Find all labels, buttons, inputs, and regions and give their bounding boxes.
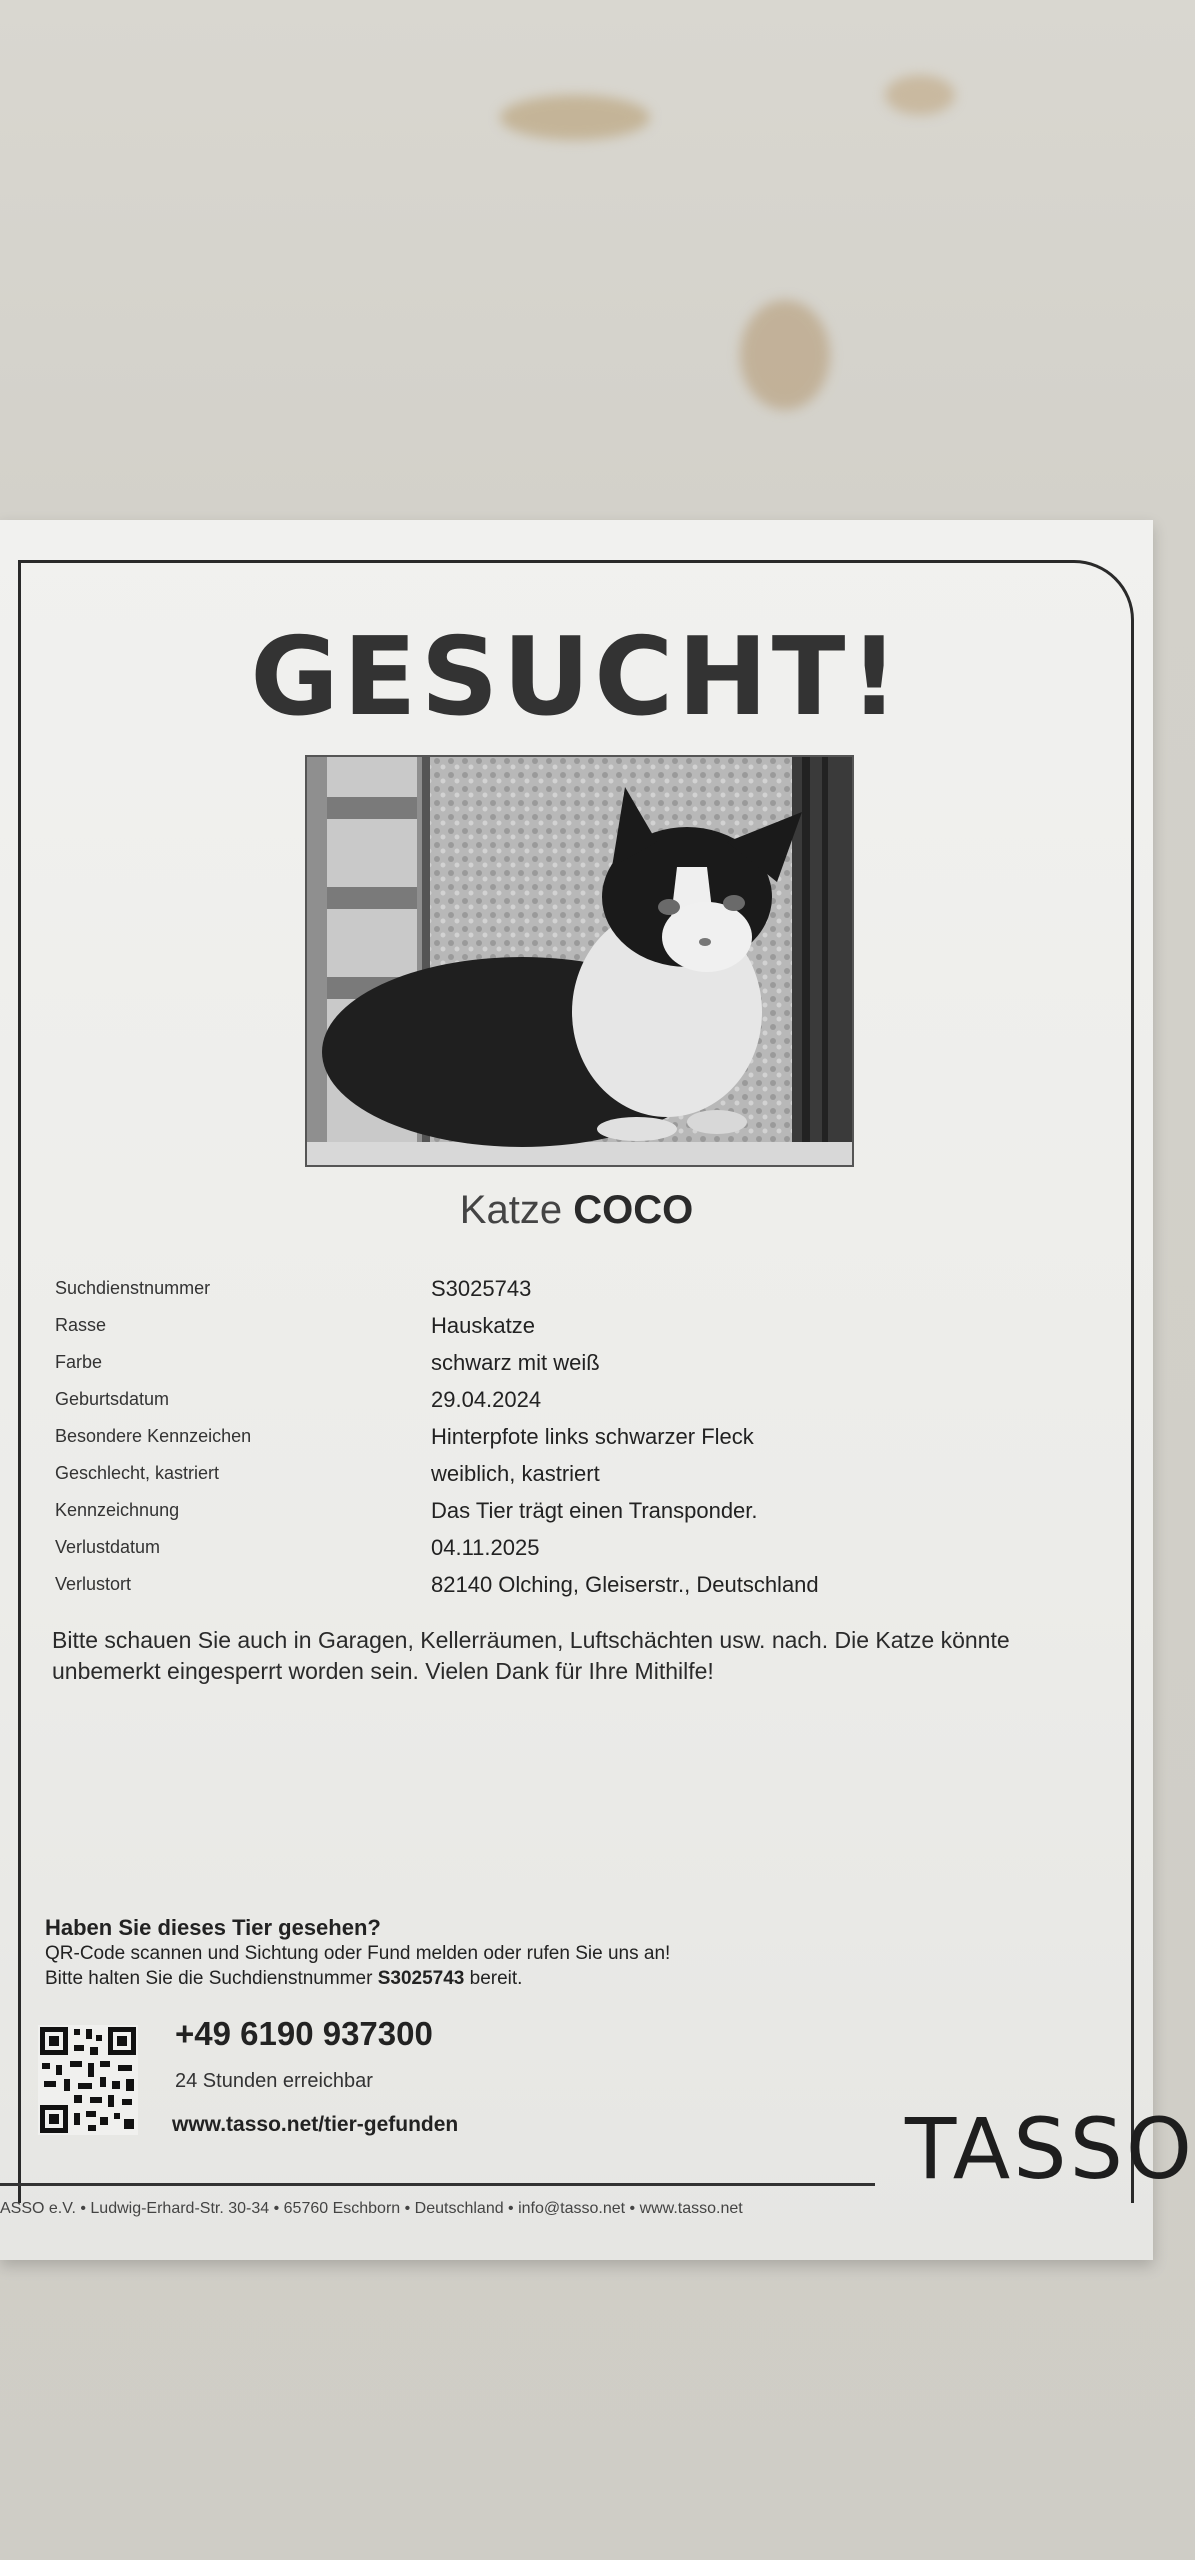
footer-divider	[0, 2183, 875, 2186]
detail-value: weiblich, kastriert	[431, 1460, 600, 1486]
detail-value: Hauskatze	[431, 1312, 535, 1338]
detail-row	[55, 1270, 1105, 1307]
detail-value: Das Tier trägt einen Transponder.	[431, 1497, 758, 1523]
pet-name-prefix: Katze	[459, 1188, 563, 1232]
contact-instruction: QR-Code scannen und Sichtung oder Fund melden oder rufen Sie uns an!	[45, 1943, 671, 1964]
detail-row	[55, 1418, 1105, 1455]
detail-value: 04.11.2025	[431, 1534, 540, 1560]
contact-heading: Haben Sie dieses Tier gesehen?	[45, 1915, 381, 1940]
detail-value: schwarz mit weiß	[431, 1349, 600, 1375]
detail-value: Hinterpfote links schwarzer Fleck	[431, 1423, 754, 1449]
detail-label: Verlustort	[55, 1574, 132, 1594]
detail-row	[55, 1529, 1105, 1566]
poster-sheet	[0, 520, 1195, 2260]
detail-label: Rasse	[55, 1315, 107, 1335]
qr-code[interactable]	[38, 2025, 138, 2135]
detail-label: Verlustdatum	[55, 1537, 161, 1557]
reference-prefix: Bitte halten Sie die Suchdienstnummer	[45, 1968, 373, 1989]
wall-stain	[500, 95, 650, 140]
detail-row	[55, 1492, 1105, 1529]
phone-number[interactable]: +49 6190 937300	[175, 2015, 433, 2052]
detail-label: Suchdienstnummer	[55, 1278, 211, 1298]
pet-name-value: COCO	[573, 1188, 694, 1232]
availability-text: 24 Stunden erreichbar	[175, 2070, 373, 2092]
detail-label: Kennzeichnung	[55, 1500, 180, 1520]
reference-number: S3025743	[377, 1968, 465, 1989]
detail-row	[55, 1307, 1105, 1344]
detail-value: 82140 Olching, Gleiserstr., Deutschland	[431, 1571, 819, 1597]
cat-photo	[305, 755, 854, 1167]
detail-label: Besondere Kennzeichen	[55, 1426, 252, 1446]
detail-label: Geburtsdatum	[55, 1389, 170, 1409]
reference-suffix: bereit.	[469, 1968, 523, 1989]
footer-address: ASSO e.V. • Ludwig-Erhard-Str. 30-34 • 65760 Eschborn • Deutschland • info@tasso.net • www.tasso.net	[0, 2200, 743, 2217]
detail-row	[55, 1455, 1105, 1492]
wall-stain	[740, 300, 830, 410]
detail-row	[55, 1566, 1105, 1603]
detail-label: Farbe	[55, 1352, 103, 1372]
details-table	[55, 1270, 1105, 1603]
pet-name	[0, 1188, 1153, 1233]
detail-label: Geschlecht, kastriert	[55, 1463, 220, 1483]
brand-logo: TASSO	[905, 2100, 1195, 2198]
detail-value: 29.04.2024	[431, 1386, 542, 1412]
wall-stain	[885, 75, 955, 115]
search-note: Bitte schauen Sie auch in Garagen, Kellerräumen, Luftschächten usw. nach. Die Katze könnte unbemerkt eingesperrt worden sein. Vielen Dank für Ihre Mithilfe!	[52, 1627, 1010, 1684]
detail-row	[55, 1344, 1105, 1381]
contact-reference	[45, 1966, 945, 1991]
detail-value: S3025743	[431, 1275, 532, 1301]
detail-row	[55, 1381, 1105, 1418]
website-link[interactable]: www.tasso.net/tier-gefunden	[172, 2113, 459, 2136]
contact-block	[45, 1915, 945, 1991]
poster-title: GESUCHT!	[250, 615, 903, 740]
